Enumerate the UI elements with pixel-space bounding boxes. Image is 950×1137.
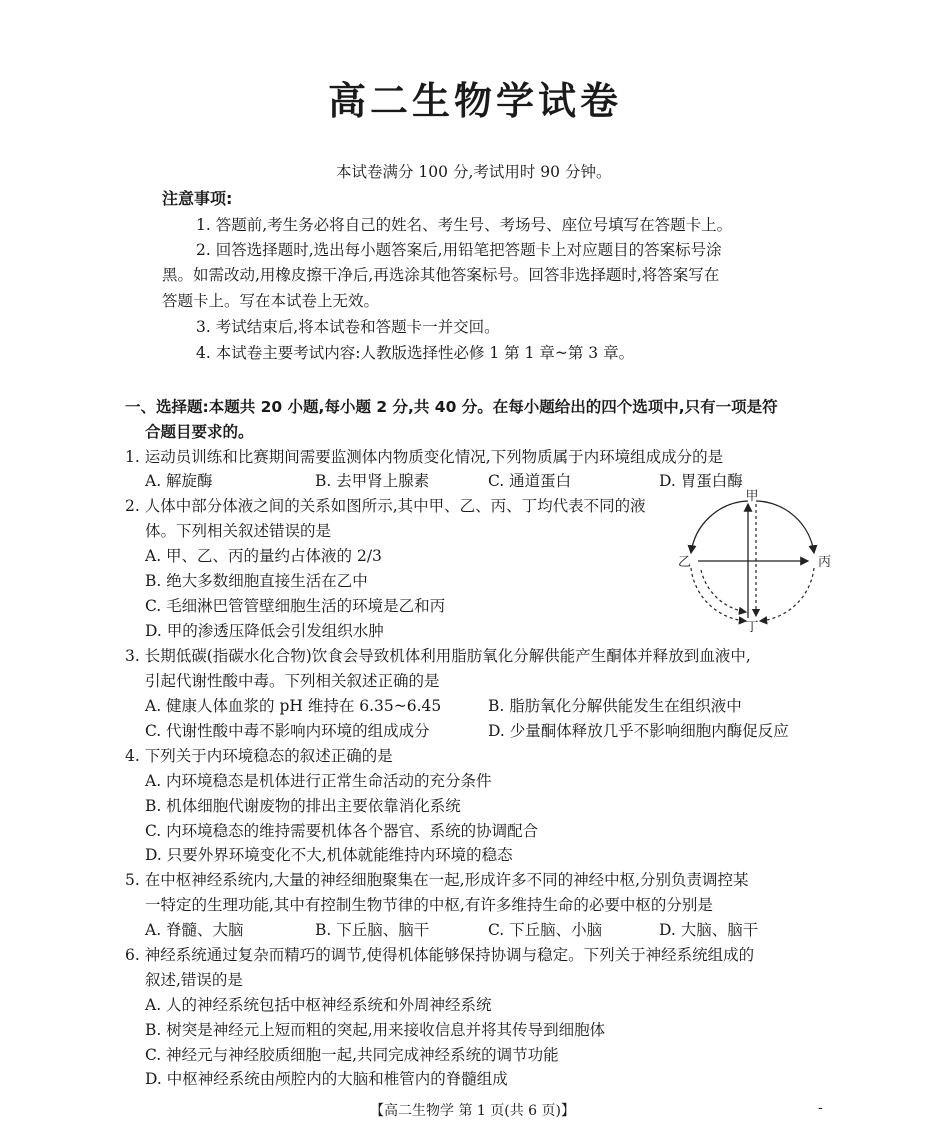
label-ding: 丁 bbox=[745, 620, 759, 633]
q3-stem-cont: 引起代谢性酸中毒。下列相关叙述正确的是 bbox=[145, 672, 440, 690]
exam-intro: 本试卷满分 100 分,考试用时 90 分钟。 bbox=[336, 163, 612, 181]
label-yi: 乙 bbox=[678, 555, 692, 570]
q6-option-d: D. 中枢神经系统由颅腔内的大脑和椎管内的脊髓组成 bbox=[145, 1070, 508, 1088]
page-footer: 【高二生物学 第 1 页(共 6 页)】 bbox=[370, 1103, 575, 1119]
q6-option-a: A. 人的神经系统包括中枢神经系统和外周神经系统 bbox=[145, 996, 492, 1014]
notice-item: 答题卡上。写在本试卷上无效。 bbox=[162, 292, 380, 310]
q4-option-b: B. 机体细胞代谢废物的排出主要依靠消化系统 bbox=[145, 797, 461, 815]
q2-option-b: B. 绝大多数细胞直接生活在乙中 bbox=[145, 572, 368, 590]
notice-item: 3. 考试结束后,将本试卷和答题卡一并交回。 bbox=[196, 318, 500, 336]
q5-option-a: A. 脊髓、大脑 bbox=[145, 921, 244, 939]
arrow-bing-to-ding bbox=[760, 568, 814, 621]
q6-option-c: C. 神经元与神经胶质细胞一起,共同完成神经系统的调节功能 bbox=[145, 1046, 559, 1064]
notice-item: 黑。如需改动,用橡皮擦干净后,再选涂其他答案标号。回答非选择题时,将答案写在 bbox=[162, 266, 720, 284]
section-heading-cont: 合题目要求的。 bbox=[145, 423, 254, 441]
q4-option-c: C. 内环境稳态的维持需要机体各个器官、系统的协调配合 bbox=[145, 822, 539, 840]
q5-stem: 5. 在中枢神经系统内,大量的神经细胞聚集在一起,形成许多不同的神经中枢,分别负责调控某 bbox=[125, 871, 749, 889]
q3-option-c: C. 代谢性酸中毒不影响内环境的组成成分 bbox=[145, 722, 430, 740]
q6-option-b: B. 树突是神经元上短而粗的突起,用来接收信息并将其传导到细胞体 bbox=[145, 1021, 606, 1039]
q6-stem: 6. 神经系统通过复杂而精巧的调节,使得机体能够保持协调与稳定。下列关于神经系统组成的 bbox=[125, 946, 755, 964]
q4-stem: 4. 下列关于内环境稳态的叙述正确的是 bbox=[125, 747, 393, 765]
q1-stem: 1. 运动员训练和比赛期间需要监测体内物质变化情况,下列物质属于内环境组成成分的是 bbox=[125, 448, 724, 466]
arrow-jia-to-yi bbox=[691, 501, 748, 553]
q3-option-a: A. 健康人体血浆的 pH 维持在 6.35~6.45 bbox=[145, 697, 442, 715]
q1-option-d: D. 胃蛋白酶 bbox=[659, 472, 743, 490]
q5-option-b: B. 下丘脑、脑干 bbox=[315, 921, 430, 939]
q1-option-b: B. 去甲肾上腺素 bbox=[315, 472, 430, 490]
q4-option-d: D. 只要外界环境变化不大,机体就能维持内环境的稳态 bbox=[145, 846, 513, 864]
arrow-ding-to-yi bbox=[701, 570, 746, 612]
footer-mark: - bbox=[818, 1100, 823, 1116]
notice-heading: 注意事项: bbox=[162, 189, 233, 208]
q1-option-a: A. 解旋酶 bbox=[145, 472, 213, 490]
q5-stem-cont: 一特定的生理功能,其中有控制生物节律的中枢,有许多维持生命的必要中枢的分别是 bbox=[145, 896, 713, 914]
q6-stem-cont: 叙述,错误的是 bbox=[145, 971, 243, 989]
q2-stem-cont: 体。下列相关叙述错误的是 bbox=[145, 522, 332, 540]
q2-option-c: C. 毛细淋巴管管壁细胞生活的环境是乙和丙 bbox=[145, 597, 446, 615]
notice-item: 2. 回答选择题时,选出每小题答案后,用铅笔把答题卡上对应题目的答案标号涂 bbox=[196, 241, 722, 259]
label-bing: 丙 bbox=[818, 555, 832, 570]
page-title: 高二生物学试卷 bbox=[327, 79, 622, 123]
q3-option-b: B. 脂肪氧化分解供能发生在组织液中 bbox=[488, 697, 742, 715]
q4-option-a: A. 内环境稳态是机体进行正常生命活动的充分条件 bbox=[145, 772, 492, 790]
arrow-jia-to-bing bbox=[756, 501, 814, 553]
label-jia: 甲 bbox=[745, 489, 759, 504]
q2-stem: 2. 人体中部分体液之间的关系如图所示,其中甲、乙、丙、丁均代表不同的液 bbox=[125, 497, 646, 515]
notice-item: 4. 本试卷主要考试内容:人教版选择性必修 1 第 1 章~第 3 章。 bbox=[196, 344, 635, 362]
q5-option-d: D. 大脑、脑干 bbox=[659, 921, 759, 939]
q2-option-a: A. 甲、乙、丙的量约占体液的 2/3 bbox=[145, 547, 382, 565]
q2-option-d: D. 甲的渗透压降低会引发组织水肿 bbox=[145, 622, 384, 640]
notice-item: 1. 答题前,考生务必将自己的姓名、考生号、考场号、座位号填写在答题卡上。 bbox=[196, 216, 733, 234]
q3-stem: 3. 长期低碳(指碳水化合物)饮食会导致机体利用脂肪氧化分解供能产生酮体并释放到血液中, bbox=[125, 647, 751, 665]
body-fluid-diagram bbox=[676, 488, 836, 633]
q5-option-c: C. 下丘脑、小脑 bbox=[488, 921, 603, 939]
section-heading: 一、选择题:本题共 20 小题,每小题 2 分,共 40 分。在每小题给出的四个选项中,只有一项是符 bbox=[125, 398, 778, 416]
q3-option-d: D. 少量酮体释放几乎不影响细胞内酶促反应 bbox=[488, 722, 789, 740]
arrow-yi-to-ding bbox=[691, 568, 746, 621]
q1-option-c: C. 通道蛋白 bbox=[488, 472, 572, 490]
